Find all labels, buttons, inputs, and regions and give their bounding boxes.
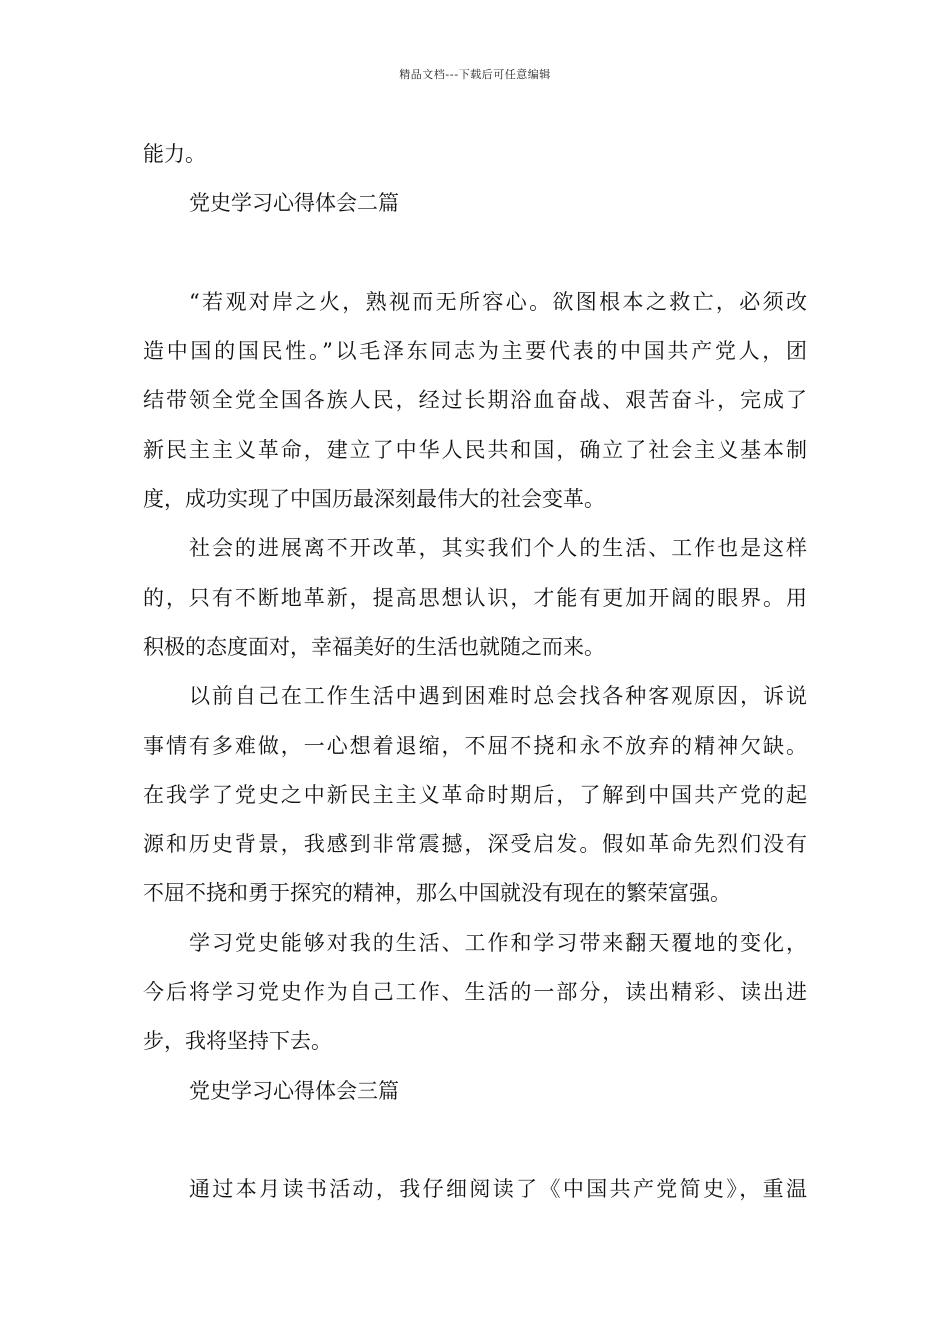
- paragraph-4: [143, 919, 807, 1067]
- paragraph-line: 社会的进展离不开改革，其实我们个人的生活、工作也是这样: [189, 536, 807, 561]
- paragraph-line: 度，成功实现了中国历最深刻最伟大的社会变革。: [143, 487, 605, 512]
- paragraph-line: 在我学了党史之中新民主主义革命时期后，了解到中国共产党的起: [143, 782, 807, 807]
- paragraph-line: 积极的态度面对，幸福美好的生活也就随之而来。: [143, 634, 605, 659]
- carry-over-line: 能力。: [143, 142, 206, 166]
- paragraph-line: 以前自己在工作生活中遇到困难时总会找各种客观原因，诉说: [189, 684, 807, 709]
- paragraph-5: [143, 1165, 807, 1214]
- blank-line: [143, 229, 807, 278]
- paragraph-line: 造中国的国民性。”以毛泽东同志为主要代表的中国共产党人，团: [143, 339, 807, 364]
- section-title-2: 党史学习心得体会二篇: [189, 191, 399, 216]
- paragraph-2: [143, 524, 807, 672]
- paragraph-line: 事情有多难做，一心想着退缩，不屈不挠和永不放弃的精神欠缺。: [143, 733, 807, 758]
- paragraph-line: 学习党史能够对我的生活、工作和学习带来翻天覆地的变化，: [189, 930, 807, 955]
- paragraph-line: 结带领全党全国各族人民，经过长期浴血奋战、艰苦奋斗，完成了: [143, 388, 807, 413]
- section-title-3: 党史学习心得体会三篇: [189, 1078, 399, 1103]
- paragraph-line: “若观对岸之火，熟视而无所容心。欲图根本之救亡，必须改: [189, 289, 807, 314]
- paragraph-1: [143, 278, 807, 524]
- paragraph-line: 的，只有不断地革新，提高思想认识，才能有更加开阔的眼界。用: [143, 585, 807, 610]
- paragraph-line: 不屈不挠和勇于探究的精神，那么中国就没有现在的繁荣富强。: [143, 881, 731, 906]
- paragraph-line: 今后将学习党史作为自己工作、生活的一部分，读出精彩、读出进: [143, 980, 807, 1005]
- paragraph-line: 通过本月读书活动，我仔细阅读了《中国共产党简史》，重温: [189, 1177, 807, 1202]
- paragraph-line: 新民主主义革命，建立了中华人民共和国，确立了社会主义基本制: [143, 437, 807, 462]
- paragraph-line: 步，我将坚持下去。: [143, 1029, 332, 1054]
- paragraph-3: [143, 672, 807, 918]
- blank-line: [143, 1116, 807, 1165]
- page-header: 精品文档---下载后可任意编辑: [399, 68, 551, 81]
- paragraph-line: 源和历史背景，我感到非常震撼，深受启发。假如革命先烈们没有: [143, 832, 807, 857]
- document-body: [143, 130, 807, 1215]
